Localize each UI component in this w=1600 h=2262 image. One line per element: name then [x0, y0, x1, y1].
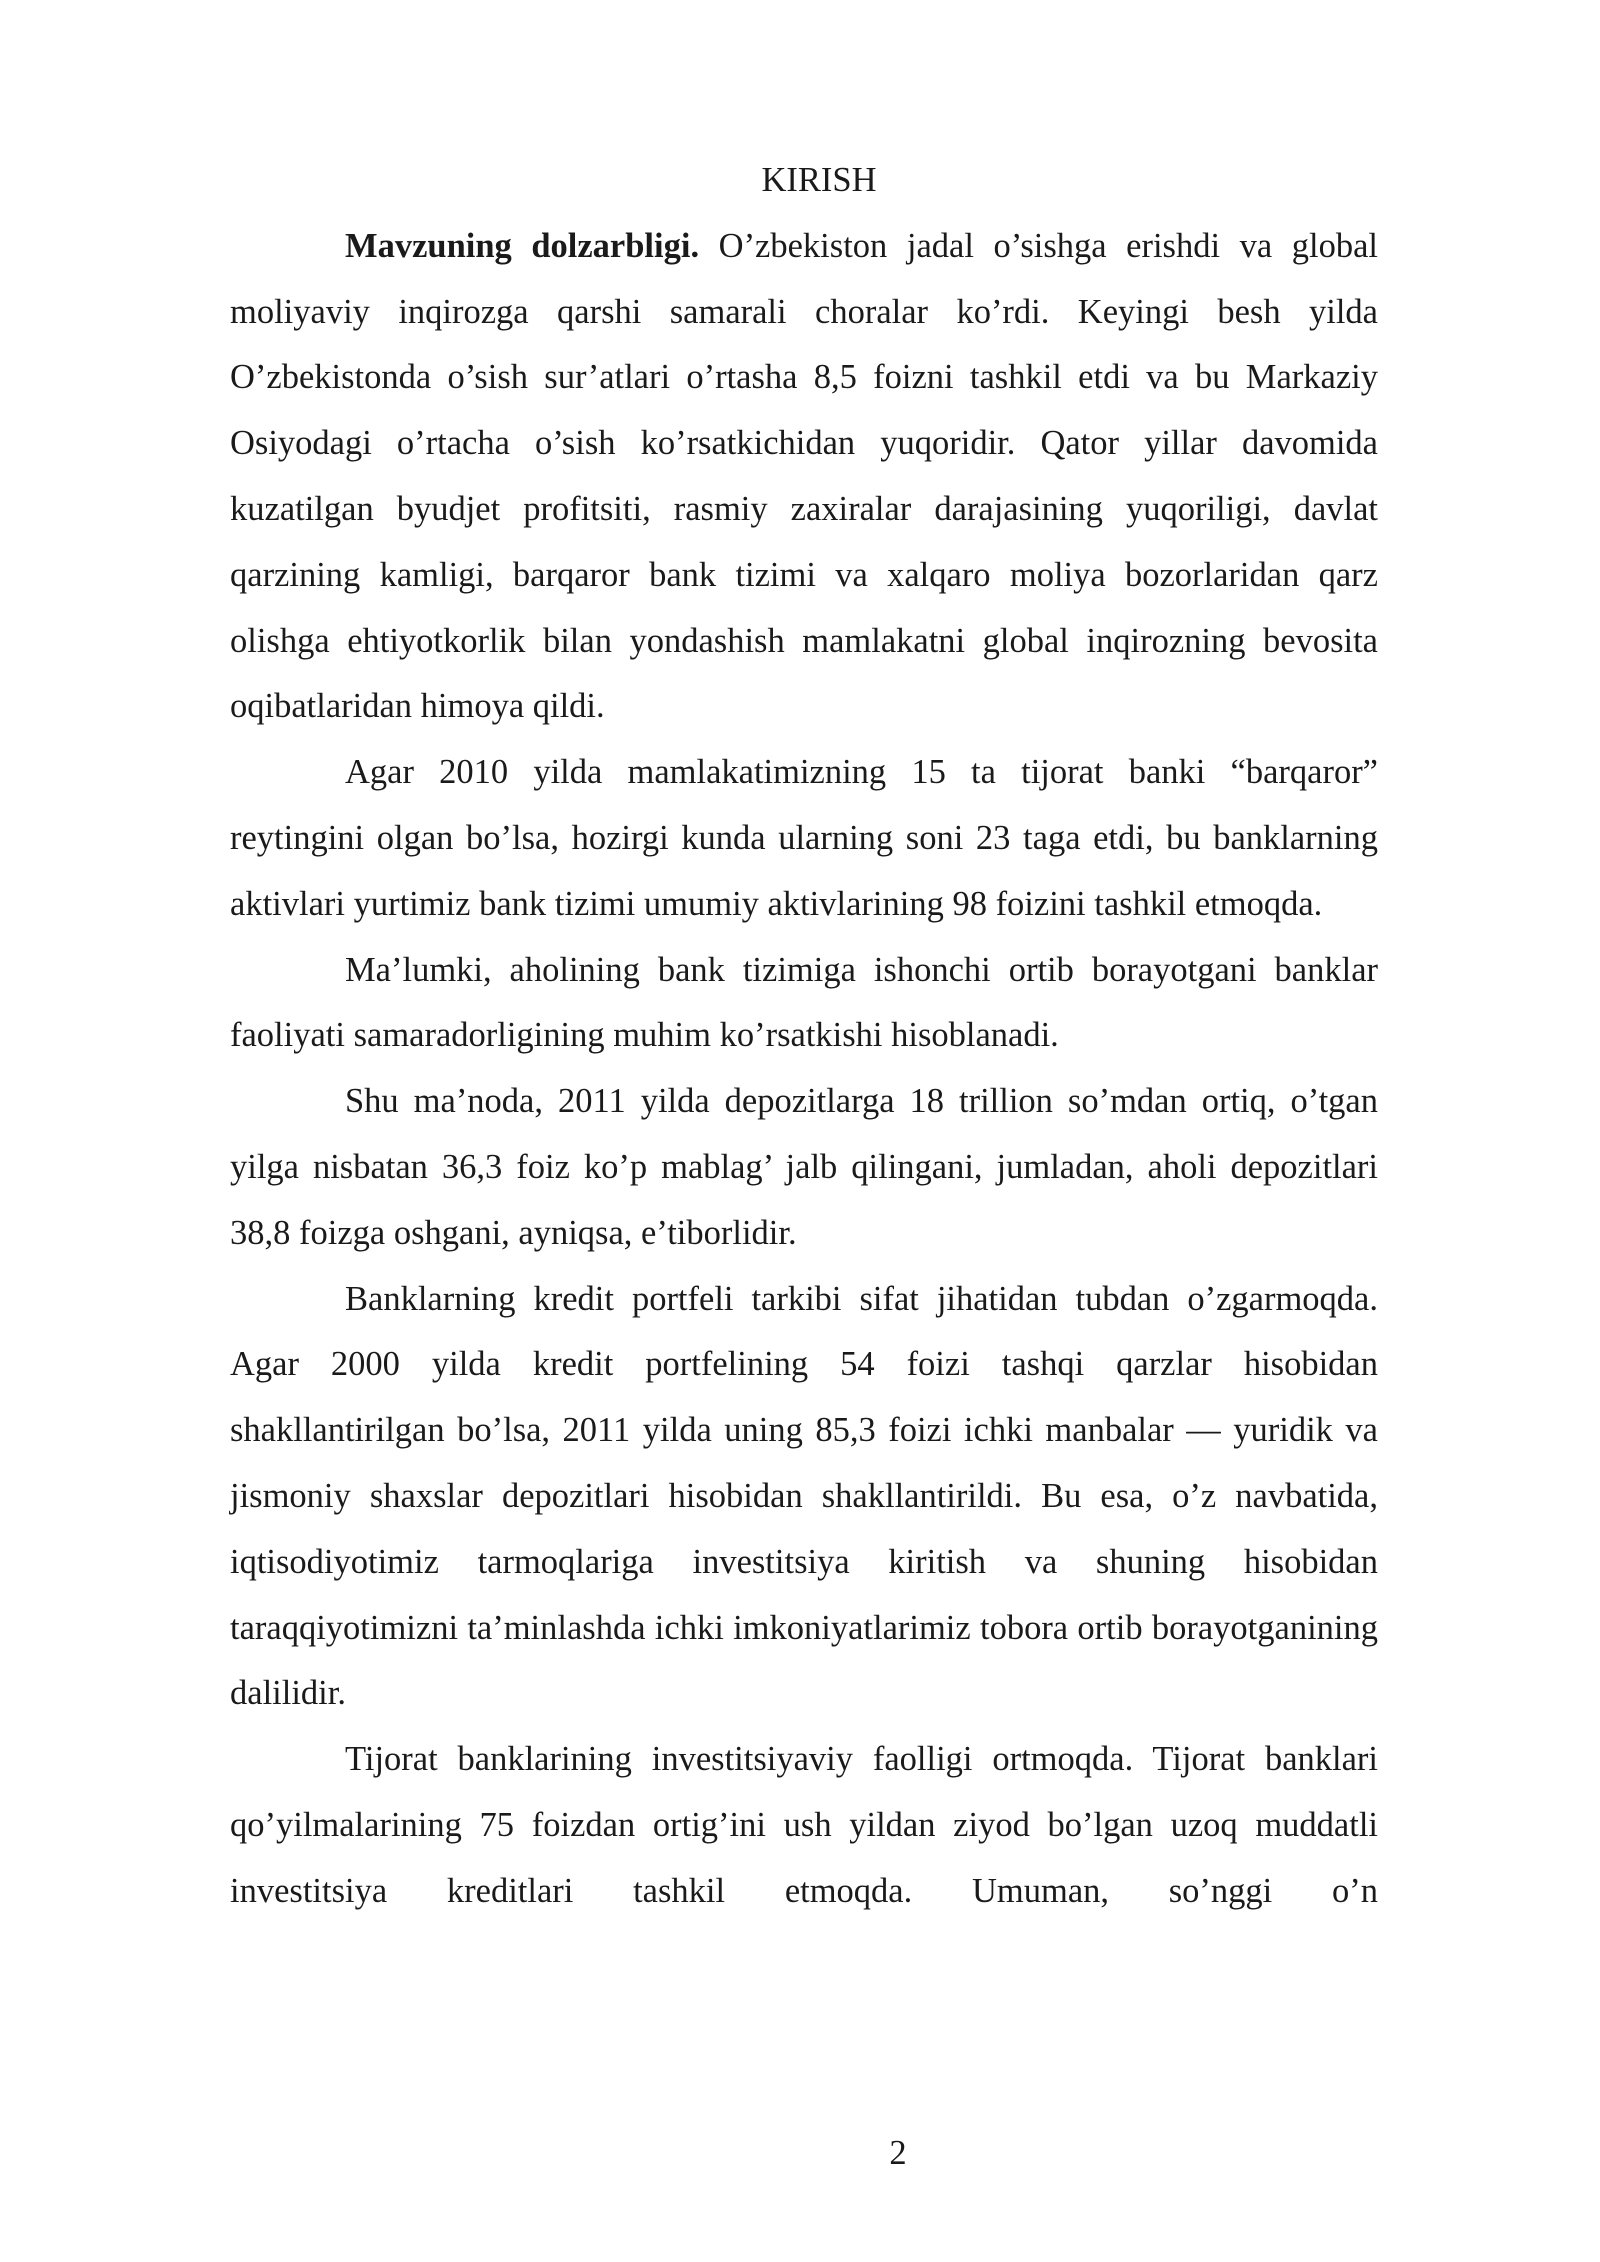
section-heading: KIRISH [761, 161, 877, 199]
paragraph-trust: Ma’lumki, aholining bank tizimiga ishonchi ortib borayotgani banklar faoliyati samaradorligining muhim ko’rsatkishi hisoblanadi. [230, 950, 1378, 1055]
paragraph-relevance [230, 214, 1378, 740]
paragraph-ratings: Agar 2010 yilda mamlakatimizning 15 ta tijorat banki “barqaror” reytingini olgan bo’lsa, hozirgi kunda ularning soni 23 taga etdi, bu banklarning aktivlari yurtimiz bank tizimi umumiy aktivlarining 98 foizini tashkil etmoqda. [230, 753, 1378, 923]
body-text [230, 148, 1378, 1925]
paragraph-investment: Tijorat banklarining investitsiyaviy faolligi ortmoqda. Tijorat banklari qo’yilmalarining 75 foizdan ortig’ini ush yildan ziyod bo’lgan uzoq muddatli investitsiya kreditlari tashkil etmoqda. Umuman, so’nggi o’n [230, 1740, 1378, 1910]
paragraph-lead: Mavzuning dolzarbligi. [345, 226, 700, 265]
paragraph-credit-portfolio: Banklarning kredit portfeli tarkibi sifat jihatidan tubdan o’zgarmoqda. Agar 2000 yilda kredit portfelining 54 foizi tashqi qarzlar hisobidan shakllantirilgan bo’lsa, 2011 yilda uning 85,3 foizi ichki manbalar — yuridik va jismoniy shaxslar depozitlari hisobidan shakllantirildi. Bu esa, o’z navbatida, iqtisodiyotimiz tarmoqlariga investitsiya kiritish va shuning hisobidan taraqqiyotimizni ta’minlashda ichki imkoniyatlarimiz tobora ortib borayotganining dalilidir. [230, 1279, 1378, 1713]
page-number: 2 [889, 2134, 907, 2172]
paragraph-text: O’zbekiston jadal o’sishga erishdi va global moliyaviy inqirozga qarshi samarali choralar ko’rdi. Keyingi besh yilda O’zbekistonda o’sish sur’atlari o’rtasha 8,5 foizni tashkil etdi va bu Markaziy Osiyodagi o’rtacha o’sish ko’rsatkichidan yuqoridir. Qator yillar davomida kuzatilgan byudjet profitsiti, rasmiy zaxiralar darajasining yuqoriligi, davlat qarzining kamligi, barqaror bank tizimi va xalqaro moliya bozorlaridan qarz olishga ehtiyotkorlik bilan yondashish mamlakatni global inqirozning bevosita oqibatlaridan himoya qildi. [230, 226, 1378, 726]
paragraph-deposits: Shu ma’noda, 2011 yilda depozitlarga 18 trillion so’mdan ortiq, o’tgan yilga nisbatan 36,3 foiz ko’p mablag’ jalb qilingani, jumladan, aholi depozitlari 38,8 foizga oshgani, ayniqsa, e’tiborlidir. [230, 1082, 1378, 1252]
